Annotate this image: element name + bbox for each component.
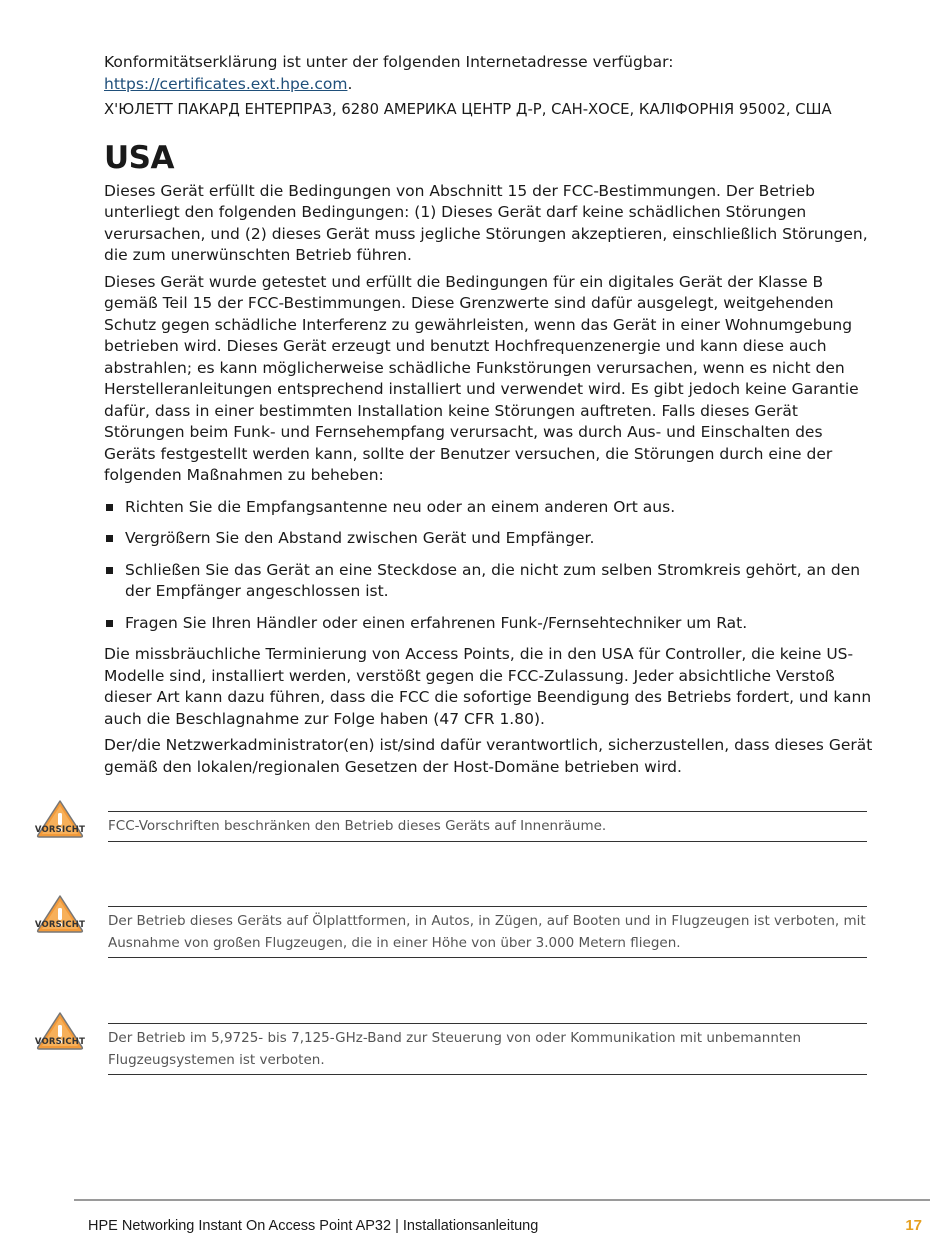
section-heading: USA xyxy=(104,139,174,176)
caution-text: Der Betrieb im 5,9725- bis 7,125-GHz-Band zur Steuerung von oder Kommunikation mit unbemannten Flugzeugsystemen ist verboten. xyxy=(108,1030,802,1068)
caution-icon xyxy=(34,799,86,853)
caution-label: VORSICHT xyxy=(34,920,86,930)
list-item: Richten Sie die Empfangsantenne neu oder an einem anderen Ort aus. xyxy=(104,497,874,519)
caution-box xyxy=(108,811,867,842)
list-item: Vergrößern Sie den Abstand zwischen Gerät und Empfänger. xyxy=(104,528,874,550)
intro-text xyxy=(104,52,874,95)
page-number: 17 xyxy=(905,1217,922,1234)
remedy-list xyxy=(104,497,874,635)
paragraph-class-b: Dieses Gerät wurde getestet und erfüllt die Bedingungen für ein digitales Gerät der Klasse B gemäß Teil 15 der FCC-Bestimmungen. Diese Grenzwerte sind dafür ausgelegt, weitgehenden Schutz gegen schädliche Interferenz zu gewährleisten, wenn das Gerät in einer Wohnumgebung betrieben wird. Dieses Gerät erzeugt und benutzt Hochfrequenzenergie und kann diese auch abstrahlen; es kann möglicherweise schädliche Funkstörungen verursachen, wenn es nicht den Herstelleranleitungen entsprechend installiert und verwendet wird. Es gibt jedoch keine Garantie dafür, dass in einer bestimmten Installation keine Störungen auftreten. Falls dieses Gerät Störungen beim Funk- und Fernsehempfang verursacht, was durch Aus- und Einschalten des Geräts festgestellt werden kann, sollte der Benutzer versuchen, die Störungen durch eine der folgenden Maßnahmen zu beheben: xyxy=(104,272,859,484)
list-item: Schließen Sie das Gerät an eine Steckdose an, die nicht zum selben Stromkreis gehört, an den der Empfänger angeschlossen ist. xyxy=(104,560,874,603)
caution-icon xyxy=(34,894,86,948)
caution-box xyxy=(108,906,867,958)
caution-icon xyxy=(34,1011,86,1065)
footer-title: HPE Networking Instant On Access Point AP32 | Installationsanleitung xyxy=(88,1218,539,1234)
link-suffix: . xyxy=(347,74,353,93)
bullet-square-icon xyxy=(106,567,113,574)
caution-label: VORSICHT xyxy=(34,825,86,835)
doc-availability-text: Konformitätserklärung ist unter der folgenden Internetadresse verfügbar: xyxy=(104,53,674,71)
certificates-link[interactable]: https://certificates.ext.hpe.com xyxy=(104,74,348,93)
caution-text: Der Betrieb dieses Geräts auf Ölplattformen, in Autos, in Zügen, auf Booten und in Flugzeugen ist verboten, mit Ausnahme von großen Flugzeugen, die in einer Höhe von über 3.000 Metern fliegen. xyxy=(108,913,866,951)
caution-box xyxy=(108,1023,867,1075)
caution-label: VORSICHT xyxy=(34,1037,86,1047)
document-body xyxy=(104,52,874,783)
bullet-square-icon xyxy=(106,535,113,542)
paragraph-fcc-part15: Dieses Gerät erfüllt die Bedingungen von Abschnitt 15 der FCC-Bestimmungen. Der Betrieb unterliegt den folgenden Bedingungen: (1) Dieses Gerät darf keine schädlichen Störungen verursachen, und (2) dieses Gerät muss jegliche Störungen akzeptieren, einschließlich Störungen, die zum unerwünschten Betrieb führen. xyxy=(104,181,868,264)
list-item: Fragen Sie Ihren Händler oder einen erfahrenen Funk-/Fernsehtechniker um Rat. xyxy=(104,613,874,635)
bullet-square-icon xyxy=(106,620,113,627)
paragraph-termination: Die missbräuchliche Terminierung von Access Points, die in den USA für Controller, die keine US-Modelle sind, installiert werden, verstößt gegen die FCC-Zulassung. Jeder absichtliche Verstoß dieser Art kann dazu führen, dass die FCC die sofortige Beendigung des Betriebs fordert, und kann auch die Beschlagnahme zur Folge haben (47 CFR 1.80). xyxy=(104,645,872,728)
bullet-square-icon xyxy=(106,504,113,511)
caution-text: FCC-Vorschriften beschränken den Betrieb dieses Geräts auf Innenräume. xyxy=(108,818,607,834)
footer-divider xyxy=(74,1199,930,1201)
manufacturer-address: Х'ЮЛЕТТ ПАКАРД ЕНТЕРПРАЗ, 6280 АМЕРИКА ЦЕНТР Д-Р, САН-ХОСЕ, КАЛІФОРНІЯ 95002, США xyxy=(104,101,832,118)
paragraph-administrator: Der/die Netzwerkadministrator(en) ist/sind dafür verantwortlich, sicherzustellen, dass dieses Gerät gemäß den lokalen/regionalen Gesetzen der Host-Domäne betrieben wird. xyxy=(104,736,873,776)
